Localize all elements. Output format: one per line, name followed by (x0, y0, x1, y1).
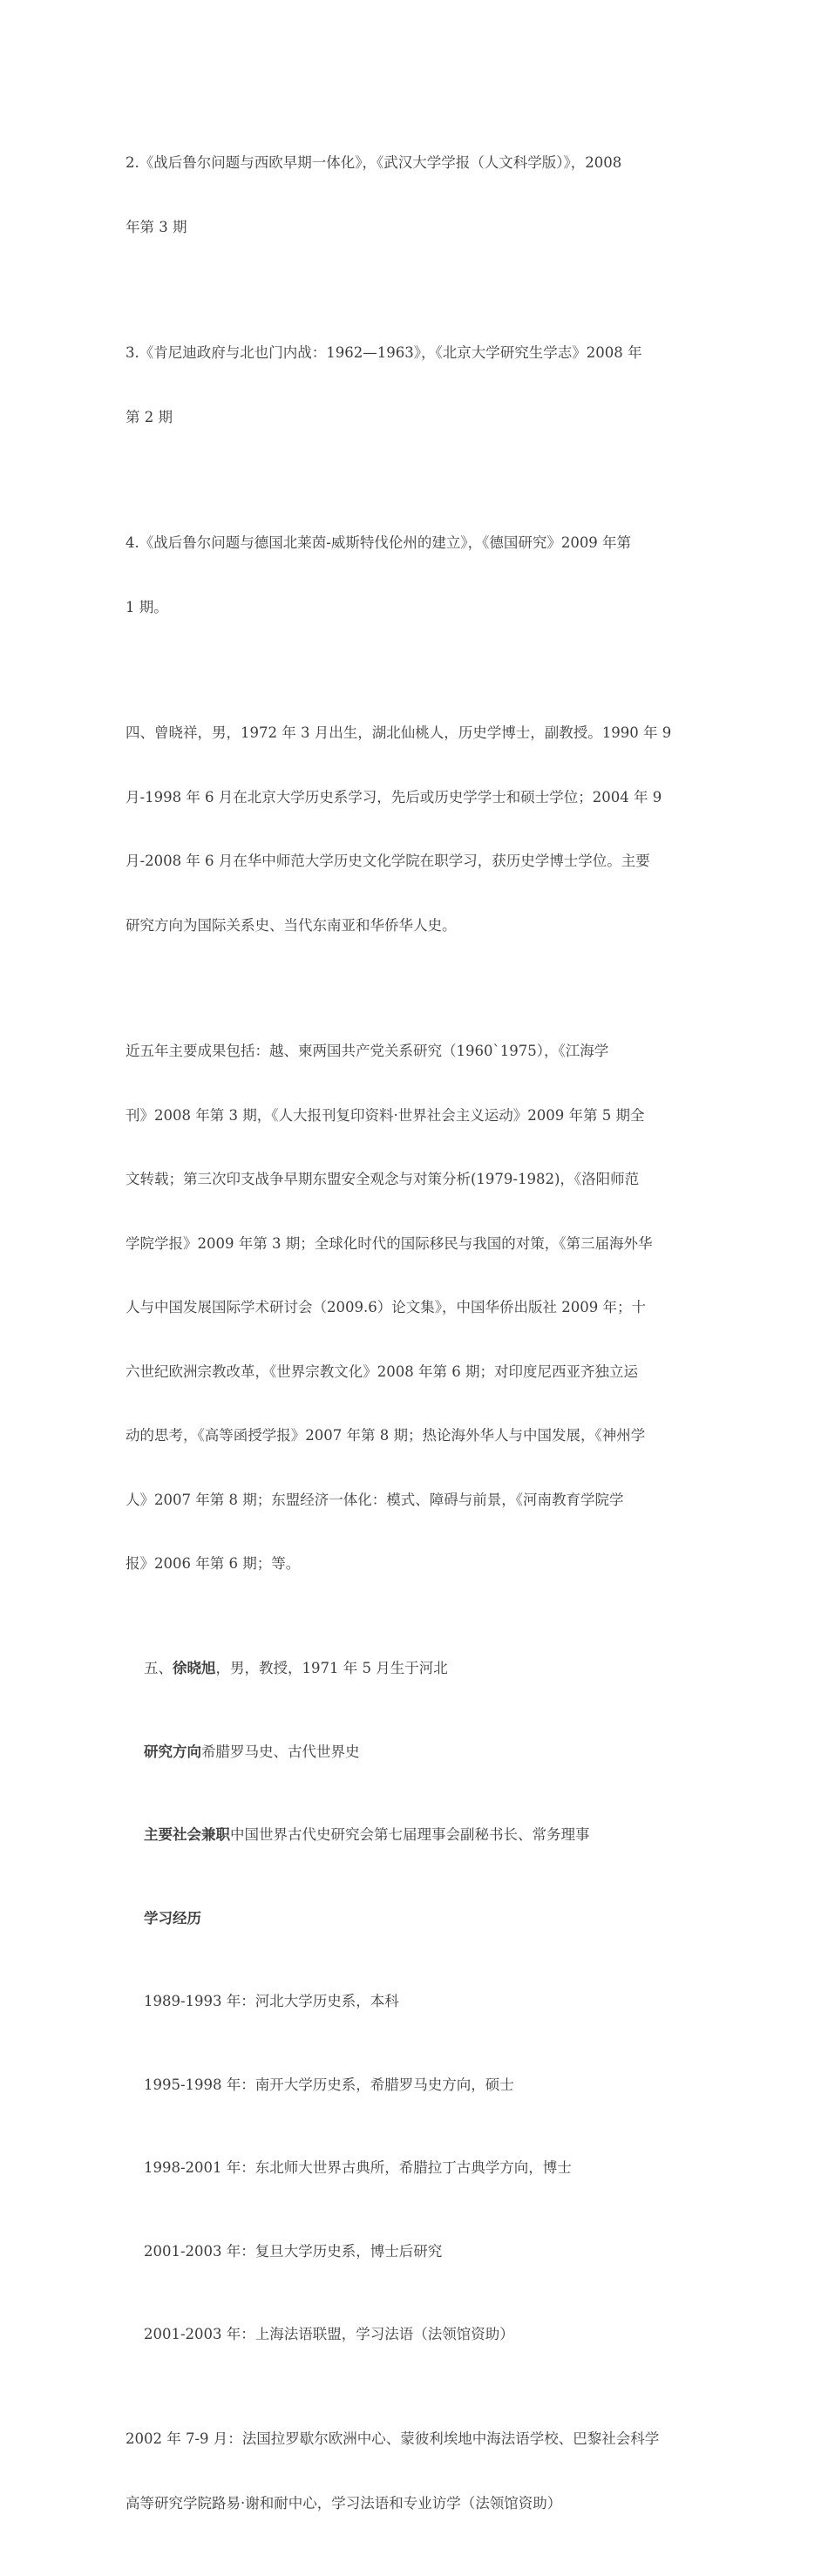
text-line: 4.《战后鲁尔问题与德国北莱茵-威斯特伐伦州的建立》，《德国研究》2009 年第 (126, 534, 632, 551)
publication-item-2 (126, 110, 704, 281)
education-item (126, 2053, 704, 2117)
research-direction-label: 研究方向 (143, 1743, 201, 1760)
text-line: 高等研究学院路易·谢和耐中心，学习法语和专业访学（法领馆资助） (126, 2494, 562, 2511)
education-item (126, 2386, 704, 2557)
text-line: 年第 3 期 (126, 218, 187, 235)
faculty-bio-zeng (126, 680, 704, 979)
text-line: 月-2008 年 6 月在华中师范大学历史文化学院在职学习，获历史学博士学位。主要 (126, 853, 650, 869)
faculty-summary: ，男，教授，1971 年 5 月生于河北 (215, 1660, 448, 1676)
education-item (126, 2137, 704, 2201)
text-line: 文转载；第三次印支战争早期东盟安全观念与对策分析(1979-1982)，《洛阳师范 (126, 1171, 640, 1187)
education-item-text: 1989-1993 年：河北大学历史系，本科 (143, 1993, 399, 2009)
text-line: 报》2006 年第 6 期；等。 (126, 1555, 301, 1572)
text-line: 人与中国发展国际学术研讨会（2009.6）论文集》，中国华侨出版社 2009 年；十 (126, 1299, 646, 1315)
text-line: 动的思考，《高等函授学报》2007 年第 8 期；热论海外华人与中国发展，《神州学 (126, 1427, 646, 1444)
research-output-zeng (126, 998, 704, 1618)
education-heading (126, 1886, 704, 1951)
social-positions (126, 1804, 704, 1868)
social-positions-label: 主要社会兼职 (143, 1826, 230, 1843)
text-line: 学院学报》2009 年第 3 期；全球化时代的国际移民与我国的对策，《第三届海外华 (126, 1234, 653, 1252)
education-item (126, 2303, 704, 2368)
text-line: 六世纪欧洲宗教改革，《世界宗教文化》2008 年第 6 期；对印度尼西亚齐独立运 (126, 1363, 638, 1380)
education-heading-label: 学习经历 (143, 1909, 201, 1927)
education-item-text: 2001-2003 年：复旦大学历史系，博士后研究 (143, 2242, 443, 2260)
education-item-text: 1998-2001 年：东北师大世界古典所，希腊拉丁古典学方向，博士 (143, 2159, 572, 2176)
text-line: 研究方向为国际关系史、当代东南亚和华侨华人史。 (126, 916, 457, 934)
education-item (126, 2219, 704, 2284)
text-line: 3.《肯尼迪政府与北也门内战：1962—1963》，《北京大学研究生学志》2008 年 (126, 344, 642, 361)
text-line: 2.《战后鲁尔问题与西欧早期一体化》，《武汉大学学报（人文科学版）》，2008 (126, 154, 622, 171)
text-line: 四、曾晓祥，男，1972 年 3 月出生，湖北仙桃人，历史学博士，副教授。1990 年 9 (126, 724, 672, 741)
text-line: 人》2007 年第 8 期；东盟经济一体化：模式、障碍与前景，《河南教育学院学 (126, 1491, 624, 1508)
text-line: 月-1998 年 6 月在北京大学历史系学习，先后或历史学学士和硕士学位；2004 年 9 (126, 788, 662, 805)
text-line: 2002 年 7-9 月：法国拉罗歇尔欧洲中心、蒙彼利埃地中海法语学校、巴黎社会科学 (126, 2430, 660, 2447)
publication-item-4 (126, 490, 704, 661)
document-page (126, 110, 704, 2576)
text-line: 第 2 期 (126, 408, 173, 425)
education-item-text: 1995-1998 年：南开大学历史系，希腊罗马史方向，硕士 (143, 2076, 514, 2093)
education-item (126, 1970, 704, 2035)
publication-item-3 (126, 300, 704, 471)
social-positions-value: 中国世界古代史研究会第七届理事会副秘书长、常务理事 (229, 1826, 590, 1843)
education-item-text: 2001-2003 年：上海法语联盟，学习法语（法领馆资助） (143, 2326, 514, 2342)
text-line: 1 期。 (126, 598, 168, 615)
faculty-name: 徐晓旭 (172, 1660, 216, 1676)
research-direction-value: 希腊罗马史、古代世界史 (200, 1743, 360, 1760)
faculty-bio-xu (126, 1637, 704, 1702)
research-direction (126, 1720, 704, 1784)
text-line: 刊》2008 年第 3 期，《人大报刊复印资料·世界社会主义运动》2009 年第 5 期全 (126, 1106, 645, 1124)
section-number: 五、 (143, 1660, 173, 1676)
text-line: 近五年主要成果包括：越、柬两国共产党关系研究（1960`1975），《江海学 (126, 1043, 609, 1059)
